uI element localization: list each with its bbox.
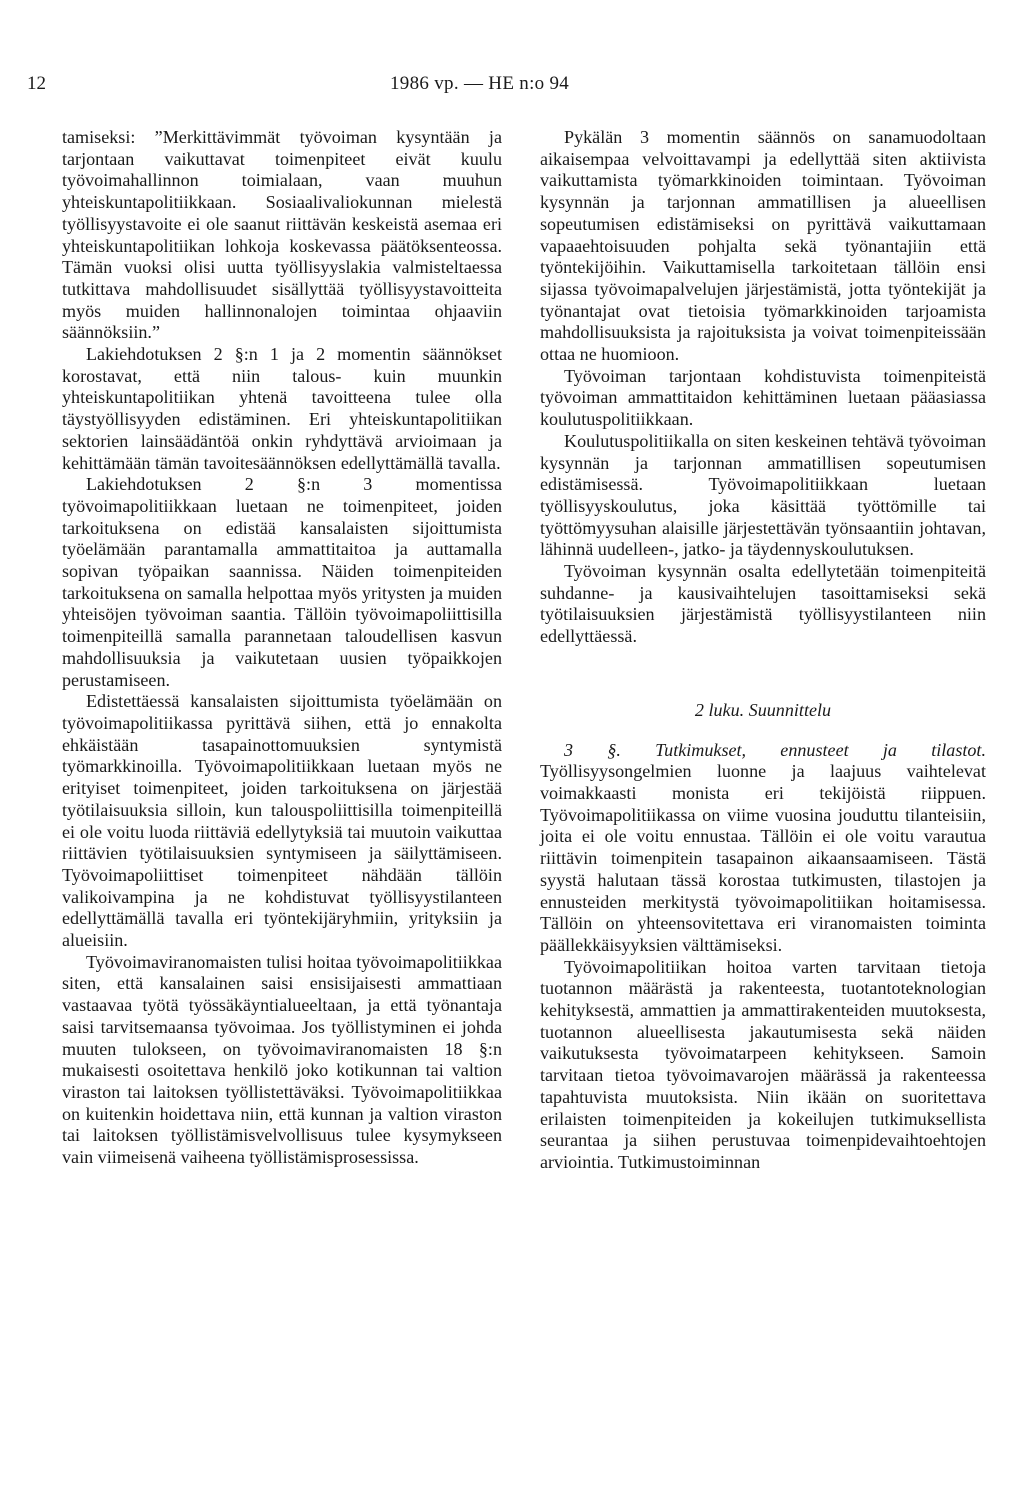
paragraph: Työvoimaviranomaisten tulisi hoitaa työvoimapolitiikkaa siten, että kansalainen saisi ensisijaisesti ammattiaan vastaavaa työtä työssäkäyntialueeltaan, ja että työnantaja saisi tarvitsemaansa työvoimaa. Jos työllistyminen ei johda muuten tulokseen, on työvoimaviranomaisten 18 §:n mukaisesti osoitettava henkilö joko kotikunnan tai valtion viraston tai laitoksen työllistettäväksi. Työvoimapolitiikkaa on kuitenkin hoidettava niin, että kunnan ja valtion viraston tai laitoksen työllistämisvelvollisuus tulee kysymykseen vain viimeisenä vaiheena työllistämisprosessissa. [62,951,502,1168]
page-number: 12 [27,73,46,94]
paragraph: Koulutuspolitiikalla on siten keskeinen tehtävä työvoiman kysynnän ja tarjonnan ammatillisen sopeutumisen edistämisessä. Työvoimapolitiikkaan luetaan työllisyyskoulutus, joka käsittää työttömille tai työttömyysuhan alaisille järjestettävän työnsaantiin johtavan, lähinnä uudelleen-, jatko- ja täydennyskoulutuksen. [540,430,986,560]
left-column [62,127,502,1169]
paragraph: Lakiehdotuksen 2 §:n 3 momentissa työvoimapolitiikkaan luetaan ne toimenpiteet, joiden tarkoituksena on edistää kansalaisten sijoittumista työelämään parantamalla ammattitaitoa ja auttamalla sopivan työpaikan saannissa. Näiden toimenpiteiden tarkoituksena on samalla helpottaa myös yritysten ja muiden yhteisöjen työvoiman saantia. Tällöin työvoimapoliittisilla toimenpiteillä samalla parannetaan taloudellisen kasvun mahdollisuuksia ja vaikutetaan uusien työpaikkojen perustamiseen. [62,474,502,690]
chapter-heading: 2 luku. Suunnittelu [694,699,832,720]
paragraph: Edistettäessä kansalaisten sijoittumista työelämään on työvoimapolitiikassa pyrittävä siihen, että jo ennakolta ehkäistään tasapainottomuuksien syntymistä työmarkkinoilla. Työvoimapolitiikkaan luetaan myös ne erityiset toimenpiteet, joiden tarkoituksena on järjestää työtilaisuuksia silloin, kun talouspoliittisilla toimenpiteillä ei ole voitu luoda riittäviä edellytyksiä tai muutoin vaikuttaa riittävien työtilaisuuksien syntymiseen ja säilyttämiseen. Työvoimapoliittiset toimenpiteet nähdään tällöin valikoivampina ja ne kohdistuvat työllisyystilanteen edellyttämällä tavalla eri työntekijäryhmiin, yrityksiin ja alueisiin. [62,691,502,951]
paragraph: Työvoiman tarjontaan kohdistuvista toimenpiteistä työvoiman ammattitaidon kehittäminen luetaan pääasiassa koulutuspolitiikkaan. [540,365,986,430]
section-paragraph [540,740,986,957]
paragraph: Työvoiman kysynnän osalta edellytetään toimenpiteitä suhdanne- ja kausivaihtelujen tasoittamiseksi sekä työtilaisuuksien järjestämistä työllisyystilanteen niin edellyttäessä. [540,561,986,647]
paragraph: Pykälän 3 momentin säännös on sanamuodoltaan aikaisempaa velvoittavampi ja edellyttää siten aktiivista vaikuttamista työmarkkinoiden toimintaan. Työvoiman kysynnän ja tarjonnan ammatillisen ja alueellisen sopeutumisen edistämiseksi on pyrittävä vaikuttamaan vapaaehtoisuuden pohjalta sekä työnantajiin että työntekijöihin. Vaikuttamisella tarkoitetaan tällöin ensi sijassa työvoimapalvelujen järjestämistä, jotta työntekijät ja työnantajat ovat tietoisia työmarkkinoiden tarjoamista mahdollisuuksista ja rajoituksista ja voivat toimenpiteissään ottaa ne huomioon. [540,127,986,365]
running-head: 1986 vp. — HE n:o 94 [390,73,570,94]
section-text: Työllisyysongelmien luonne ja laajuus vaihtelevat voimakkaasti monista eri tekijöistä riippuen. Työvoimapolitiikassa on viime vuosina jouduttu tilanteisiin, joita ei ole voitu ennustaa. Tällöin ei ole voitu varautua riittävin toimenpitein tasapainon aikaansaamiseen. Tästä syystä halutaan tässä korostaa tutkimusten, tilastojen ja ennusteiden merkitystä työvoimapolitiikan hoitamisessa. Tällöin on yhteensovitettava eri viranomaisten toiminta päällekkäisyyksien välttämiseksi. [540,761,986,955]
section-title: 3 §. Tutkimukset, ennusteet ja tilastot. [564,739,986,760]
paragraph: tamiseksi: ”Merkittävimmät työvoiman kysyntään ja tarjontaan vaikuttavat toimenpiteet eivät kuulu työvoimahallinnon toimialaan, vaan muuhun yhteiskuntapolitiikkaan. Sosiaalivaliokunnan mielestä työllisyystavoite ei ole saanut riittävän keskeistä asemaa eri yhteiskuntapolitiikan lohkoja koskevassa päätöksenteossa. Tämän vuoksi olisi uutta työllisyyslakia valmisteltaessa tutkittava mahdollisuudet sisällyttää työllisyystavoitteita myös muiden hallinnonalojen toimintaa ohjaaviin säännöksiin.” [62,127,502,343]
paragraph: Työvoimapolitiikan hoitoa varten tarvitaan tietoja tuotannon määrästä ja rakenteesta, tuotantoteknologian kehityksestä, ammattien ja ammattirakenteiden muutoksesta, tuotannon alueellisesta jakautumisesta sekä näiden vaikutuksesta työvoimatarpeen kehitykseen. Samoin tarvitaan tietoa työvoimavarojen määrässä ja rakenteessa tapahtuvista muutoksista. Niin ikään on suoritettava erilaisten toimenpiteiden ja kokeilujen tutkimuksellista seurantaa ja siihen perustuvaa toimenpidevaihtoehtojen arviointia. Tutkimustoiminnan [540,956,986,1172]
paragraph: Lakiehdotuksen 2 §:n 1 ja 2 momentin säännökset korostavat, että niin talous- kuin muunkin yhteiskuntapolitiikan yhtenä tavoitteena tulee olla täystyöllisyyden edistäminen. Eri yhteiskuntapolitiikan sektorien lainsäädäntöä onkin ryhdyttävä arvioimaan ja kehittämään tämän tavoitesäännöksen edellyttämällä tavalla. [62,344,502,473]
right-column [540,127,986,1174]
